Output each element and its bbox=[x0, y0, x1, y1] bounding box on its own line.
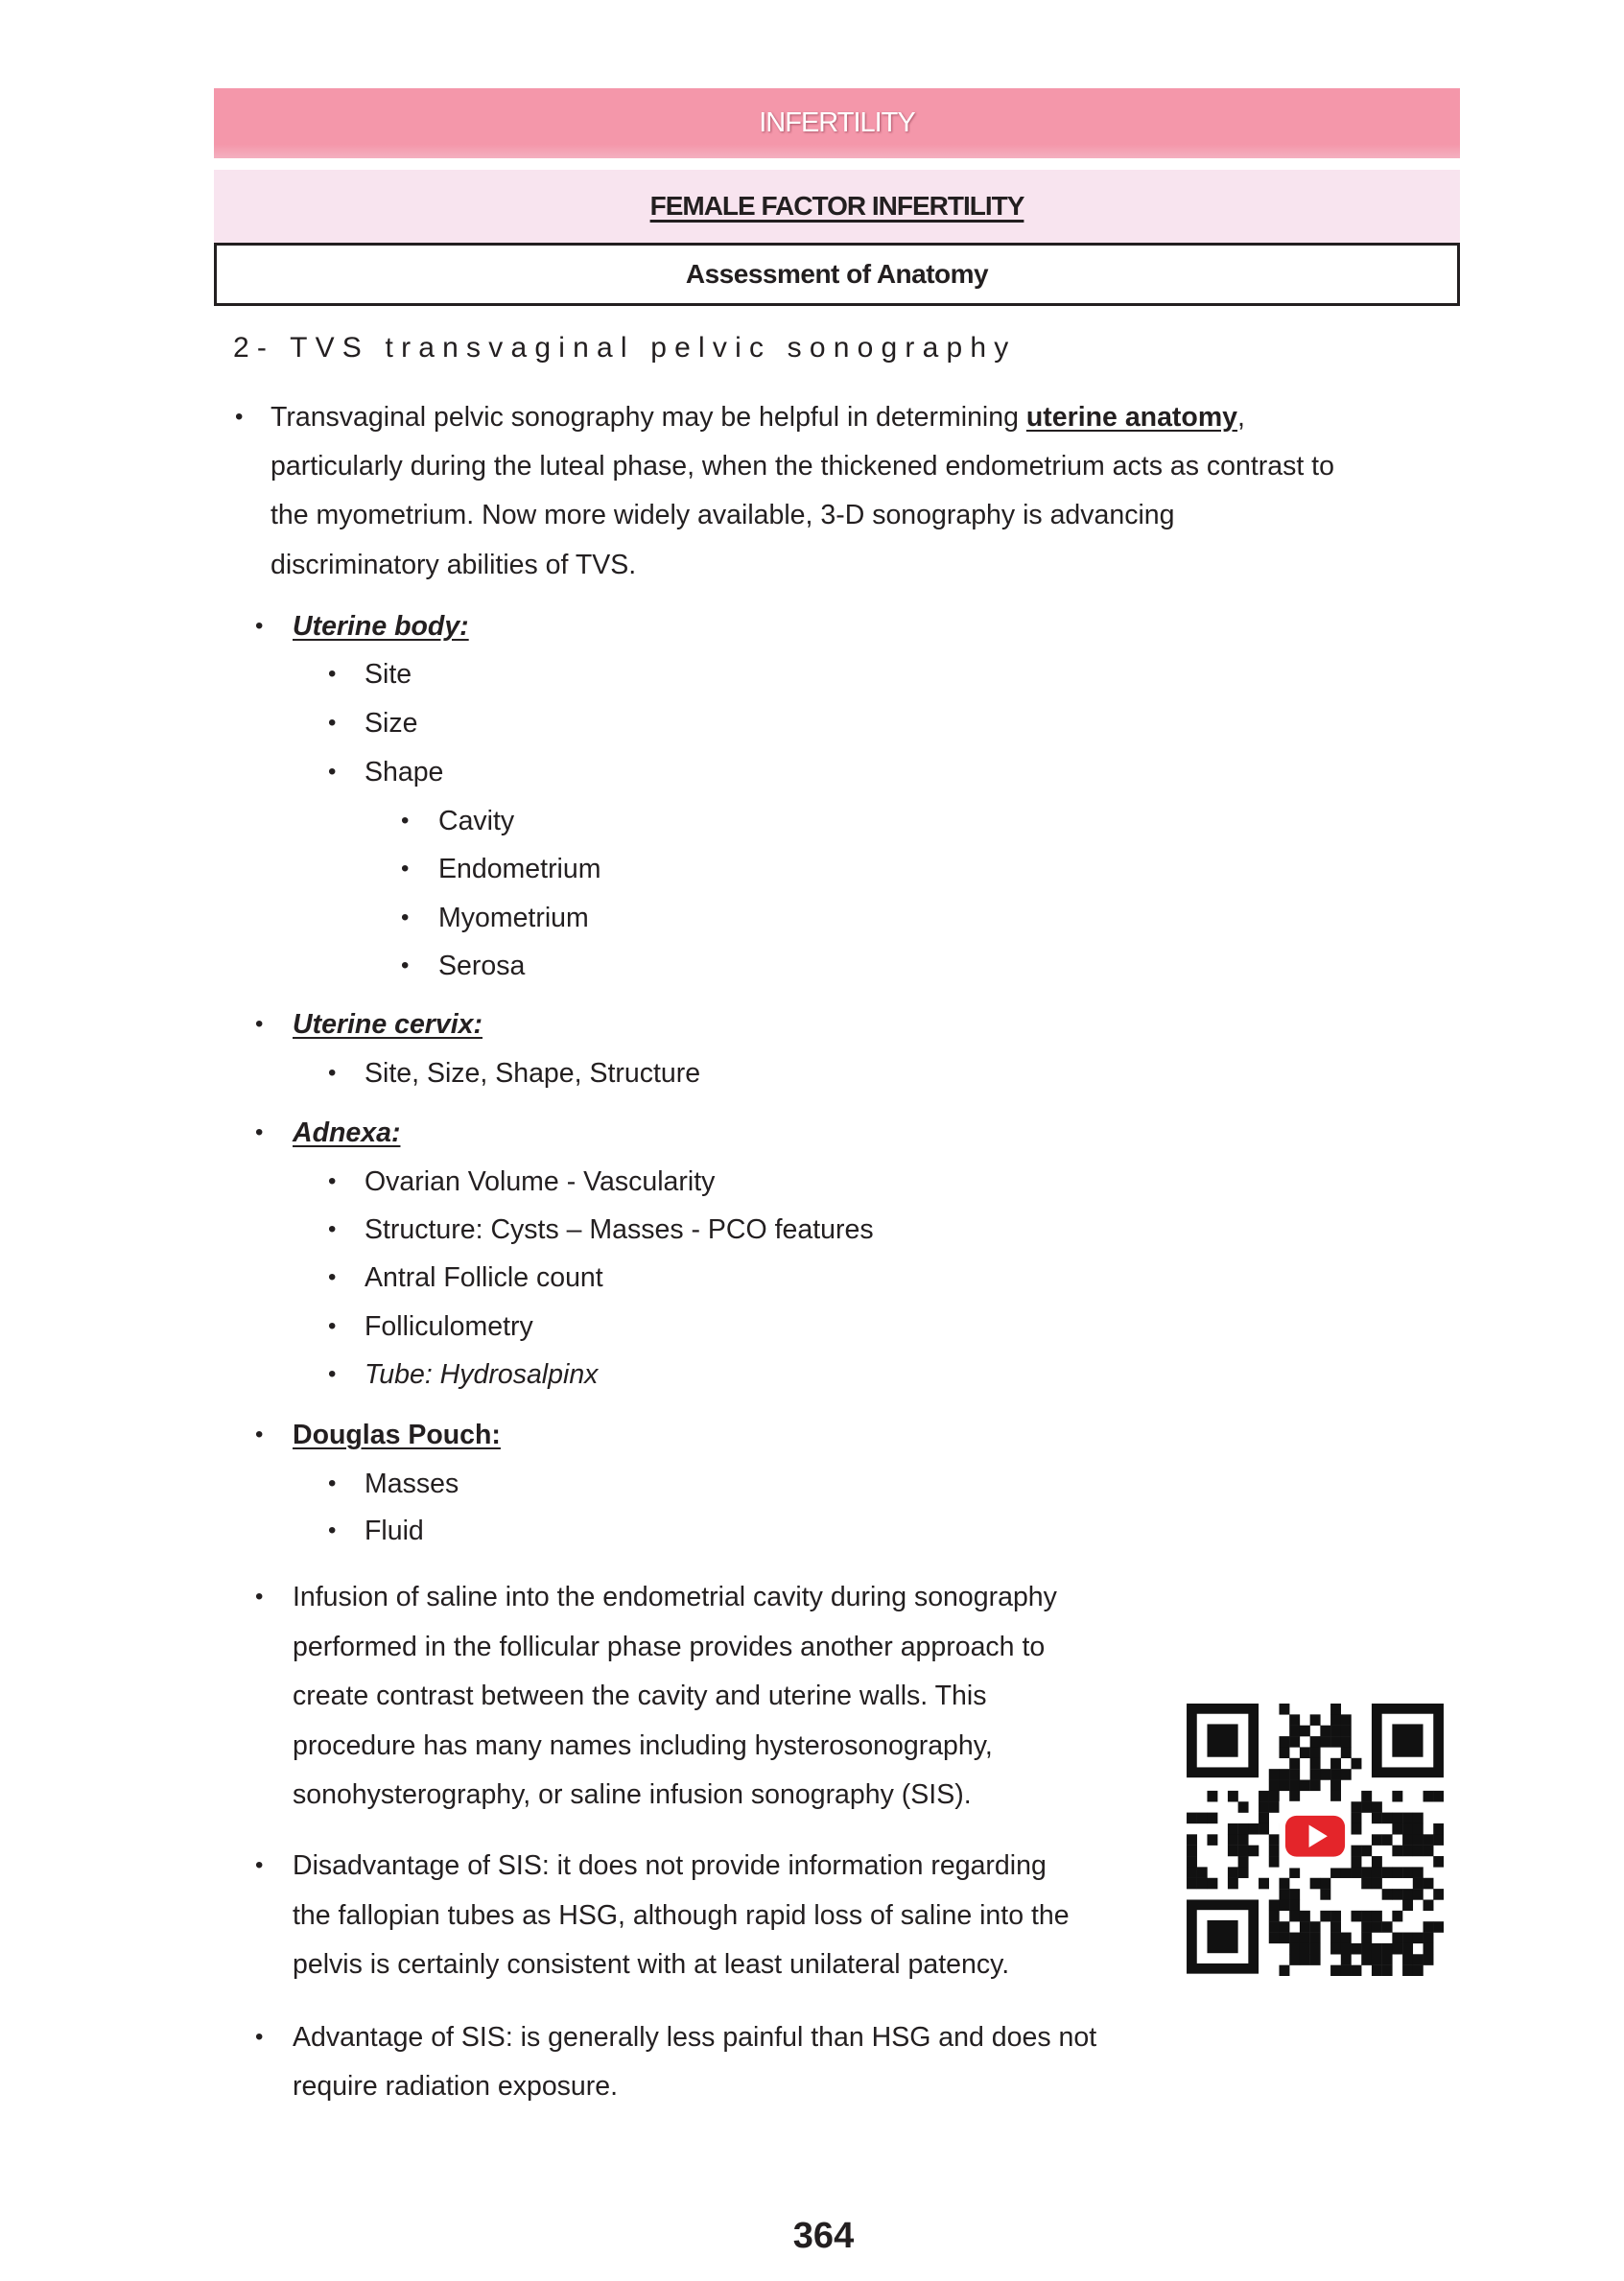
qr-module bbox=[1248, 1846, 1259, 1857]
qr-module bbox=[1310, 1736, 1321, 1748]
qr-module bbox=[1207, 1920, 1237, 1953]
qr-module bbox=[1352, 1813, 1362, 1824]
infusion-line: Infusion of saline into the endometrial cavity during sonography bbox=[293, 1582, 1057, 1612]
section-heading: 2- TVS transvaginal pelvic sonography bbox=[233, 332, 1017, 364]
bullet: • bbox=[401, 808, 410, 834]
qr-module bbox=[1372, 1965, 1382, 1976]
list-item: Myometrium bbox=[438, 903, 589, 933]
qr-module bbox=[1289, 1954, 1300, 1965]
uterine-body-title: Uterine body: bbox=[293, 611, 469, 642]
qr-module bbox=[1402, 1943, 1413, 1955]
qr-module bbox=[1402, 1846, 1413, 1857]
qr-module bbox=[1310, 1714, 1321, 1726]
qr-module bbox=[1320, 1889, 1330, 1900]
qr-module bbox=[1207, 1724, 1237, 1756]
qr-module bbox=[1413, 1813, 1424, 1824]
qr-module bbox=[1424, 1846, 1434, 1857]
qr-module bbox=[1238, 1846, 1249, 1857]
intro-line: the myometrium. Now more widely available, 3-D sonography is advancing bbox=[271, 500, 1175, 530]
qr-module bbox=[1300, 1780, 1310, 1792]
qr-module bbox=[1330, 1758, 1341, 1770]
qr-module bbox=[1433, 1889, 1444, 1900]
qr-module bbox=[1320, 1911, 1330, 1922]
qr-module bbox=[1289, 1758, 1300, 1770]
qr-module bbox=[1269, 1921, 1280, 1933]
subsection-title: Assessment of Anatomy bbox=[685, 259, 989, 289]
qr-module bbox=[1382, 1889, 1393, 1900]
bullet: • bbox=[255, 1422, 264, 1447]
list-item: Fluid bbox=[365, 1516, 424, 1546]
qr-module bbox=[1372, 1834, 1382, 1846]
qr-module bbox=[1413, 1823, 1424, 1835]
qr-module bbox=[1413, 1889, 1424, 1900]
qr-module bbox=[1330, 1921, 1341, 1933]
advantage-line: require radiation exposure. bbox=[293, 2071, 619, 2102]
qr-module bbox=[1352, 1911, 1362, 1922]
text: , bbox=[1237, 402, 1245, 433]
qr-module bbox=[1228, 1834, 1238, 1846]
qr-module bbox=[1197, 1813, 1208, 1824]
qr-module bbox=[1259, 1801, 1269, 1813]
qr-module bbox=[1392, 1889, 1402, 1900]
qr-module bbox=[1330, 1726, 1341, 1737]
qr-module bbox=[1279, 1899, 1289, 1911]
intro-line bbox=[271, 398, 1245, 436]
qr-module bbox=[1392, 1823, 1402, 1835]
qr-module bbox=[1289, 1943, 1300, 1955]
qr-module bbox=[1300, 1747, 1310, 1758]
qr-module bbox=[1372, 1943, 1382, 1955]
qr-module bbox=[1372, 1954, 1382, 1965]
qr-module bbox=[1310, 1933, 1321, 1944]
qr-module bbox=[1392, 1867, 1402, 1878]
qr-module bbox=[1310, 1878, 1321, 1890]
qr-module bbox=[1382, 1867, 1393, 1878]
qr-module bbox=[1279, 1780, 1289, 1792]
qr-module bbox=[1279, 1736, 1289, 1748]
qr-module bbox=[1310, 1780, 1321, 1792]
qr-module bbox=[1289, 1780, 1300, 1792]
qr-module bbox=[1382, 1834, 1393, 1846]
qr-module bbox=[1433, 1823, 1444, 1835]
qr-module bbox=[1238, 1834, 1249, 1846]
qr-module bbox=[1187, 1878, 1197, 1890]
qr-module bbox=[1392, 1724, 1423, 1756]
text: Transvaginal pelvic sonography may be helpful in determining bbox=[271, 402, 1026, 433]
bullet: • bbox=[328, 1216, 337, 1242]
qr-module bbox=[1279, 1965, 1289, 1976]
bullet: • bbox=[401, 905, 410, 930]
qr-module bbox=[1207, 1834, 1217, 1846]
qr-module bbox=[1187, 1834, 1197, 1846]
qr-module bbox=[1424, 1834, 1434, 1846]
qr-module bbox=[1259, 1878, 1269, 1890]
infusion-line: procedure has many names including hysterosonography, bbox=[293, 1730, 993, 1761]
qr-module bbox=[1392, 1933, 1402, 1944]
list-item: Masses bbox=[365, 1469, 459, 1499]
bullet: • bbox=[235, 404, 244, 430]
bullet: • bbox=[255, 1011, 264, 1037]
qr-module bbox=[1361, 1954, 1372, 1965]
infusion-line: sonohysterography, or saline infusion sonography (SIS). bbox=[293, 1779, 972, 1810]
qr-module bbox=[1392, 1911, 1402, 1922]
qr-module bbox=[1341, 1747, 1352, 1758]
qr-module bbox=[1269, 1801, 1280, 1813]
bullet: • bbox=[328, 1264, 337, 1290]
qr-module bbox=[1424, 1899, 1434, 1911]
qr-module bbox=[1341, 1714, 1352, 1726]
qr-module bbox=[1402, 1899, 1413, 1911]
qr-module bbox=[1279, 1704, 1289, 1715]
qr-module bbox=[1352, 1801, 1362, 1813]
qr-module bbox=[1300, 1943, 1310, 1955]
qr-module bbox=[1330, 1911, 1341, 1922]
qr-module bbox=[1424, 1878, 1434, 1890]
qr-module bbox=[1424, 1943, 1434, 1955]
youtube-qr-code-icon[interactable] bbox=[1187, 1704, 1444, 1976]
qr-module bbox=[1330, 1867, 1341, 1878]
qr-module bbox=[1372, 1878, 1382, 1890]
qr-module bbox=[1352, 1965, 1362, 1976]
qr-module bbox=[1402, 1867, 1413, 1878]
qr-module bbox=[1392, 1813, 1402, 1824]
qr-module bbox=[1300, 1921, 1310, 1933]
qr-module bbox=[1300, 1954, 1310, 1965]
bullet: • bbox=[255, 1119, 264, 1145]
qr-module bbox=[1392, 1943, 1402, 1955]
qr-module bbox=[1433, 1856, 1444, 1868]
qr-module bbox=[1361, 1933, 1372, 1944]
qr-module bbox=[1238, 1856, 1249, 1868]
advantage-line: Advantage of SIS: is generally less painful than HSG and does not bbox=[293, 2022, 1097, 2053]
qr-module bbox=[1361, 1911, 1372, 1922]
qr-module bbox=[1413, 1954, 1424, 1965]
qr-module bbox=[1352, 1846, 1362, 1857]
qr-module bbox=[1341, 1769, 1352, 1780]
qr-module bbox=[1289, 1867, 1300, 1878]
list-item: Site bbox=[365, 659, 412, 690]
qr-module bbox=[1330, 1933, 1341, 1944]
qr-module bbox=[1361, 1846, 1372, 1857]
qr-module bbox=[1341, 1954, 1352, 1965]
subsection-box bbox=[214, 243, 1460, 306]
qr-module bbox=[1330, 1736, 1341, 1748]
qr-module bbox=[1352, 1758, 1362, 1770]
list-item: Endometrium bbox=[438, 854, 601, 884]
bullet: • bbox=[328, 1060, 337, 1086]
qr-module bbox=[1238, 1823, 1249, 1835]
qr-module bbox=[1413, 1834, 1424, 1846]
qr-module bbox=[1187, 1813, 1197, 1824]
qr-module bbox=[1402, 1823, 1413, 1835]
qr-module bbox=[1330, 1965, 1341, 1976]
qr-module bbox=[1310, 1921, 1321, 1933]
bullet: • bbox=[328, 1517, 337, 1543]
qr-module bbox=[1330, 1769, 1341, 1780]
qr-module bbox=[1207, 1813, 1217, 1824]
bullet: • bbox=[255, 613, 264, 639]
qr-module bbox=[1310, 1954, 1321, 1965]
qr-module bbox=[1310, 1747, 1321, 1758]
qr-module bbox=[1310, 1758, 1321, 1770]
qr-module bbox=[1392, 1846, 1402, 1857]
qr-module bbox=[1269, 1856, 1280, 1868]
qr-module bbox=[1279, 1933, 1289, 1944]
qr-module bbox=[1382, 1943, 1393, 1955]
qr-module bbox=[1413, 1878, 1424, 1890]
qr-module bbox=[1330, 1943, 1341, 1955]
bullet: • bbox=[328, 759, 337, 785]
qr-module bbox=[1269, 1911, 1280, 1922]
infusion-line: create contrast between the cavity and uterine walls. This bbox=[293, 1681, 987, 1711]
qr-module bbox=[1269, 1846, 1280, 1857]
qr-module bbox=[1269, 1899, 1280, 1911]
qr-module bbox=[1187, 1856, 1197, 1868]
qr-module bbox=[1372, 1921, 1382, 1933]
qr-module bbox=[1341, 1933, 1352, 1944]
qr-module bbox=[1330, 1791, 1341, 1802]
qr-module bbox=[1197, 1878, 1208, 1890]
qr-module bbox=[1310, 1769, 1321, 1780]
qr-module bbox=[1289, 1769, 1300, 1780]
qr-module bbox=[1361, 1867, 1372, 1878]
bullet: • bbox=[255, 1852, 264, 1878]
qr-module bbox=[1228, 1867, 1238, 1878]
qr-module bbox=[1320, 1726, 1330, 1737]
qr-module bbox=[1330, 1780, 1341, 1792]
qr-module bbox=[1352, 1943, 1362, 1955]
qr-module bbox=[1300, 1911, 1310, 1922]
list-item: Site, Size, Shape, Structure bbox=[365, 1058, 701, 1089]
qr-module bbox=[1341, 1965, 1352, 1976]
qr-module bbox=[1341, 1943, 1352, 1955]
bullet: • bbox=[255, 1584, 264, 1610]
list-item: Serosa bbox=[438, 951, 526, 981]
qr-module bbox=[1207, 1878, 1217, 1890]
infusion-line: performed in the follicular phase provides another approach to bbox=[293, 1632, 1046, 1662]
qr-module bbox=[1433, 1834, 1444, 1846]
list-item: Ovarian Volume - Vascularity bbox=[365, 1166, 716, 1197]
qr-module bbox=[1424, 1933, 1434, 1944]
qr-module bbox=[1424, 1791, 1434, 1802]
qr-module bbox=[1187, 1867, 1197, 1878]
qr-module bbox=[1228, 1823, 1238, 1835]
qr-module bbox=[1413, 1933, 1424, 1944]
qr-module bbox=[1269, 1769, 1280, 1780]
qr-module bbox=[1424, 1921, 1434, 1933]
list-item: Shape bbox=[365, 757, 444, 788]
bullet: • bbox=[328, 1313, 337, 1339]
disadvantage-line: Disadvantage of SIS: it does not provide information regarding bbox=[293, 1850, 1047, 1881]
chapter-title: INFERTILITY bbox=[759, 107, 915, 138]
qr-module bbox=[1228, 1878, 1238, 1890]
list-item: Tube: Hydrosalpinx bbox=[365, 1359, 599, 1390]
qr-module bbox=[1372, 1911, 1382, 1922]
intro-line: discriminatory abilities of TVS. bbox=[271, 550, 637, 580]
qr-module bbox=[1382, 1921, 1393, 1933]
qr-module bbox=[1402, 1889, 1413, 1900]
list-item: Folliculometry bbox=[365, 1311, 533, 1342]
qr-module bbox=[1289, 1889, 1300, 1900]
qr-module bbox=[1289, 1714, 1300, 1726]
adnexa-title: Adnexa: bbox=[293, 1117, 401, 1148]
list-item: Size bbox=[365, 708, 418, 739]
qr-module bbox=[1279, 1878, 1289, 1890]
qr-module bbox=[1279, 1747, 1289, 1758]
intro-line: particularly during the luteal phase, when the thickened endometrium acts as contrast to bbox=[271, 451, 1334, 482]
list-item: Structure: Cysts – Masses - PCO features bbox=[365, 1214, 874, 1245]
section-banner bbox=[214, 170, 1460, 243]
bullet: • bbox=[328, 1470, 337, 1496]
qr-module bbox=[1269, 1834, 1280, 1846]
qr-module bbox=[1269, 1780, 1280, 1792]
qr-module bbox=[1238, 1867, 1249, 1878]
qr-module bbox=[1361, 1801, 1372, 1813]
qr-module bbox=[1341, 1726, 1352, 1737]
page-number: 364 bbox=[792, 2216, 855, 2256]
qr-module bbox=[1413, 1867, 1424, 1878]
list-item: Cavity bbox=[438, 806, 515, 836]
qr-module bbox=[1330, 1704, 1341, 1715]
qr-module bbox=[1310, 1943, 1321, 1955]
qr-module bbox=[1269, 1933, 1280, 1944]
qr-module bbox=[1320, 1878, 1330, 1890]
qr-module bbox=[1433, 1921, 1444, 1933]
emphasis-uterine-anatomy: uterine anatomy bbox=[1025, 402, 1238, 433]
qr-module bbox=[1289, 1791, 1300, 1802]
qr-module bbox=[1207, 1791, 1217, 1802]
qr-module bbox=[1372, 1867, 1382, 1878]
qr-module bbox=[1392, 1791, 1402, 1802]
douglas-pouch-title: Douglas Pouch: bbox=[293, 1420, 501, 1450]
qr-module bbox=[1382, 1813, 1393, 1824]
qr-module bbox=[1300, 1726, 1310, 1737]
qr-module bbox=[1372, 1801, 1382, 1813]
list-item: Antral Follicle count bbox=[365, 1262, 603, 1293]
qr-module bbox=[1238, 1801, 1249, 1813]
qr-module bbox=[1372, 1856, 1382, 1868]
bullet: • bbox=[401, 952, 410, 978]
qr-module bbox=[1228, 1791, 1238, 1802]
qr-module bbox=[1413, 1965, 1424, 1976]
qr-module bbox=[1352, 1856, 1362, 1868]
bullet: • bbox=[328, 1168, 337, 1194]
bullet: • bbox=[328, 661, 337, 687]
qr-module bbox=[1402, 1813, 1413, 1824]
qr-module bbox=[1402, 1965, 1413, 1976]
disadvantage-line: pelvis is certainly consistent with at least unilateral patency. bbox=[293, 1949, 1010, 1980]
qr-module bbox=[1361, 1943, 1372, 1955]
qr-module bbox=[1259, 1823, 1269, 1835]
qr-module bbox=[1402, 1954, 1413, 1965]
qr-module bbox=[1413, 1846, 1424, 1857]
qr-module bbox=[1248, 1823, 1259, 1835]
section-title: FEMALE FACTOR INFERTILITY bbox=[649, 191, 1024, 221]
uterine-cervix-title: Uterine cervix: bbox=[293, 1009, 483, 1040]
qr-module bbox=[1382, 1954, 1393, 1965]
qr-module bbox=[1361, 1878, 1372, 1890]
qr-module bbox=[1433, 1791, 1444, 1802]
qr-module bbox=[1382, 1965, 1393, 1976]
bullet: • bbox=[328, 710, 337, 736]
qr-module bbox=[1289, 1911, 1300, 1922]
qr-module bbox=[1259, 1791, 1269, 1802]
qr-module bbox=[1228, 1846, 1238, 1857]
qr-module bbox=[1289, 1736, 1300, 1748]
qr-module bbox=[1361, 1921, 1372, 1933]
qr-module bbox=[1341, 1736, 1352, 1748]
qr-module bbox=[1279, 1769, 1289, 1780]
qr-module bbox=[1402, 1834, 1413, 1846]
qr-module bbox=[1361, 1791, 1372, 1802]
qr-module bbox=[1279, 1889, 1289, 1900]
disadvantage-line: the fallopian tubes as HSG, although rapid loss of saline into the bbox=[293, 1900, 1070, 1931]
qr-module bbox=[1341, 1867, 1352, 1878]
qr-module bbox=[1269, 1791, 1280, 1802]
chapter-banner bbox=[214, 88, 1460, 158]
qr-module bbox=[1352, 1823, 1362, 1835]
qr-module bbox=[1300, 1933, 1310, 1944]
qr-module bbox=[1320, 1769, 1330, 1780]
qr-module bbox=[1187, 1846, 1197, 1857]
qr-module bbox=[1352, 1867, 1362, 1878]
qr-module bbox=[1424, 1954, 1434, 1965]
qr-module bbox=[1259, 1813, 1269, 1824]
qr-module bbox=[1279, 1921, 1289, 1933]
qr-module bbox=[1289, 1933, 1300, 1944]
qr-module bbox=[1402, 1933, 1413, 1944]
qr-module bbox=[1372, 1813, 1382, 1824]
qr-module bbox=[1197, 1867, 1208, 1878]
qr-module bbox=[1330, 1714, 1341, 1726]
bullet: • bbox=[401, 856, 410, 882]
bullet: • bbox=[255, 2024, 264, 2050]
qr-module bbox=[1289, 1899, 1300, 1911]
qr-module bbox=[1320, 1736, 1330, 1748]
bullet: • bbox=[328, 1361, 337, 1387]
qr-module bbox=[1289, 1726, 1300, 1737]
